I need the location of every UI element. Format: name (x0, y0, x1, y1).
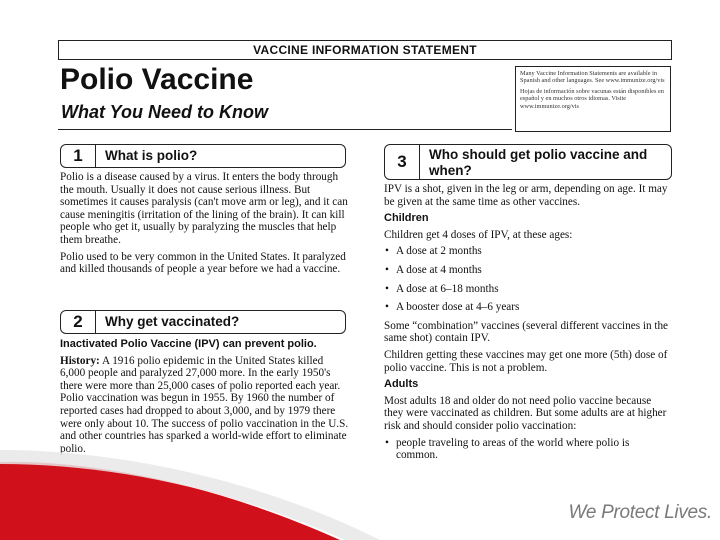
intro-paragraph: IPV is a shot, given in the leg or arm, depending on age. It may be given at the same time as other vaccines. (384, 183, 668, 208)
section-1-body (60, 171, 350, 280)
language-note-english: Many Vaccine Information Statements are available in Spanish and other languages. See www.immunize.org/vis (520, 70, 665, 85)
combination-paragraph: Some “combination” vaccines (several different vaccines in the same shot) contain IPV. (384, 319, 669, 345)
history-text: A 1916 polio epidemic in the United States killed 6,000 people and paralyzed 27,000 more. In the early 1950's there were more than 25,000 cases of polio reported each year. Polio vaccination was begun in 1955. By 1960 the number of reported cases had dropped to about 3,000, and by 1979 there were only about 10. The success of polio vaccination in the U.S. and other countries has sparked a world-wide effort to eliminate polio. (60, 354, 349, 455)
tagline: We Protect Lives. (568, 502, 712, 523)
language-info-box (515, 66, 671, 132)
document-header: VACCINE INFORMATION STATEMENT (58, 40, 672, 60)
section-number: 3 (385, 145, 420, 179)
section-number: 2 (61, 311, 96, 333)
vaccine-information-statement (58, 40, 672, 480)
page-subtitle: What You Need to Know (61, 102, 268, 122)
paragraph: Polio is a disease caused by a virus. It enters the body through the mouth. Usually it does not cause serious illness. But sometimes it causes paralysis (can't move arm or leg), and it can cause meningitis (irritation of the lining of the brain). It can kill people who get it, usually by paralyzing the muscles that help them breathe. (60, 171, 348, 246)
section-1-heading (60, 144, 346, 168)
title-divider (58, 129, 512, 130)
page-title: Polio Vaccine (60, 63, 254, 96)
section-2-heading (60, 310, 346, 334)
section-number: 1 (61, 145, 96, 167)
section-3-heading (384, 144, 672, 180)
children-heading: Children (384, 212, 429, 225)
list-item: • people traveling to areas of the world where polio is common. (384, 437, 672, 462)
section-title: What is polio? (105, 148, 198, 163)
list-item: • A dose at 4 months (384, 264, 672, 277)
list-item: • A booster dose at 4–6 years (384, 301, 672, 314)
section-title: Who should get polio vaccine and when? (429, 147, 648, 178)
section-3-body (384, 183, 672, 468)
section-lead: Inactivated Polio Vaccine (IPV) can prevent polio. (60, 338, 317, 350)
list-item: • A dose at 2 months (384, 245, 672, 258)
list-item: • A dose at 6–18 months (384, 283, 672, 296)
language-note-spanish: Hojas de información sobre vacunas están disponibles en español y en muchos otros idiomas. Visite www.immunize.org/vis (520, 87, 664, 110)
history-label: History: (60, 354, 100, 367)
section-title: Why get vaccinated? (105, 314, 240, 329)
dose-list (384, 245, 672, 313)
paragraph: Polio used to be very common in the United States. It paralyzed and killed thousands of people a year before we had a vaccine. (60, 250, 346, 276)
red-swoosh-decoration (0, 440, 720, 540)
adults-heading: Adults (384, 378, 419, 391)
children-intro: Children get 4 doses of IPV, at these ages: (384, 228, 573, 241)
fifth-dose-paragraph: Children getting these vaccines may get one more (5th) dose of polio vaccine. This is not a problem. (384, 348, 668, 374)
adults-paragraph: Most adults 18 and older do not need polio vaccine because they were vaccinated as children. But some adults are at higher risk and should consider polio vaccination: (384, 394, 667, 432)
